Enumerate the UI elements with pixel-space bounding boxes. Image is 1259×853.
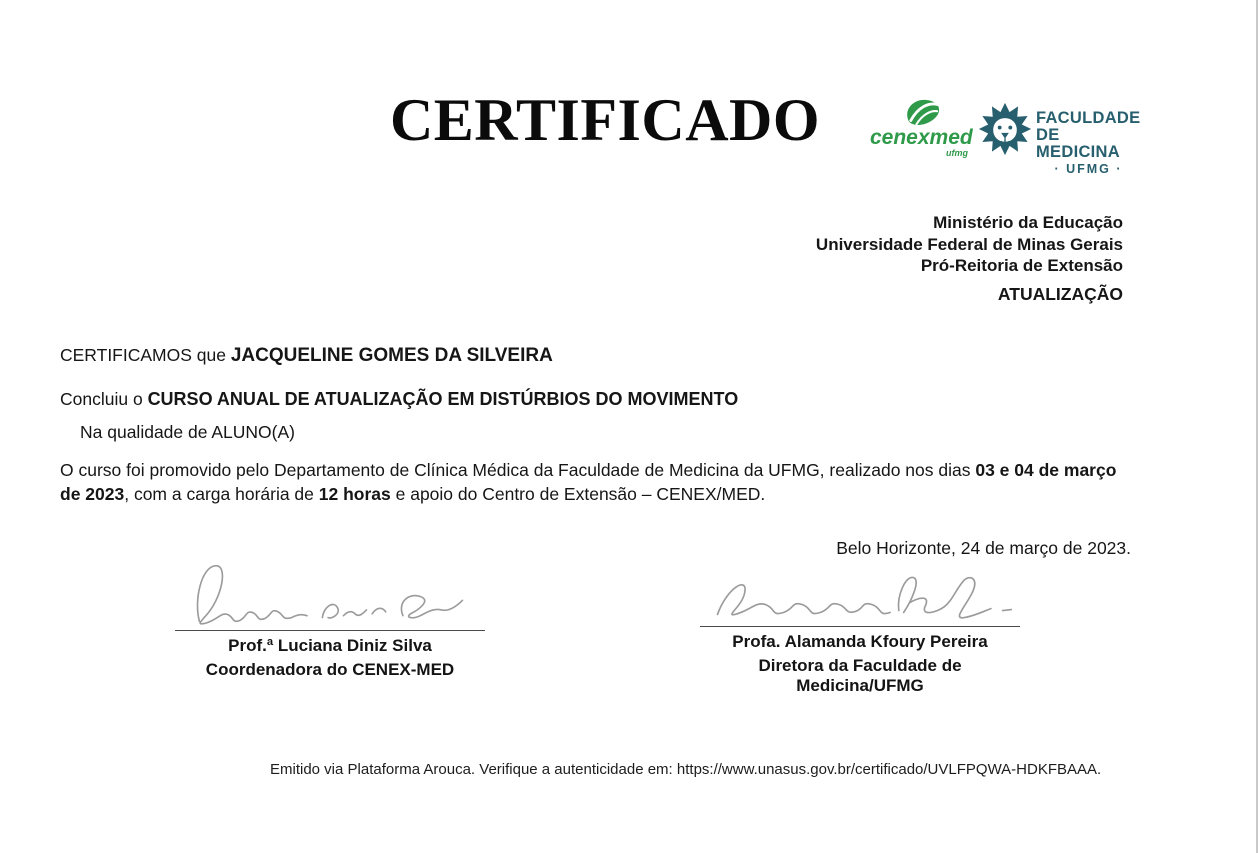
gov-header-category: ATUALIZAÇÃO [997,283,1123,304]
lion-emblem-icon [976,96,1034,162]
medicina-logo-line3: · UFMG · [1054,162,1123,176]
paragraph-part3: e apoio do Centro de Extensão – CENEX/MED. [390,483,766,504]
signature-line [700,626,1020,627]
issue-date-line: Belo Horizonte, 24 de março de 2023. [836,538,1131,558]
medicina-logo-line2: DE MEDICINA [1036,126,1120,161]
signature-line [175,630,485,631]
concluded-line [60,389,738,410]
course-description-paragraph [60,459,1155,506]
certify-prefix: CERTIFICAMOS que [60,345,231,365]
paragraph-part2: , com a carga horária de [124,483,319,504]
course-hours-bold: 12 horas [318,483,391,504]
student-name: JACQUELINE GOMES DA SILVEIRA [230,345,553,366]
medicina-logo-line1: FACULDADE [1036,109,1141,127]
course-dates-bold-1: 03 e 04 de março [975,460,1117,480]
signature-scribble-alamanda [700,566,1020,628]
government-header [816,212,1123,305]
authenticity-footer: Emitido via Plataforma Arouca. Verifique a autenticidade em: https://www.unasus.gov.br/certificado/UVLFPQWA-HDKFBAAA. [270,761,1102,778]
signer-role-coordinator: Coordenadora do CENEX-MED [205,660,455,679]
gov-header-ministry: Ministério da Educação [933,213,1123,232]
completed-prefix: Concluiu o [60,389,148,409]
certify-line [60,345,553,367]
cenexmed-logo [868,96,976,164]
paragraph-part1: O curso foi promovido pelo Departamento de Clínica Médica da Faculdade de Medicina da UFMG, realizado nos dias [60,460,976,480]
signature-scribble-luciana [180,560,480,632]
role-line: Na qualidade de ALUNO(A) [80,422,295,442]
signature-block-director [700,566,1020,696]
page-right-edge-divider [1256,0,1258,853]
faculdade-medicina-logo [976,94,1141,176]
signer-name-director: Profa. Alamanda Kfoury Pereira [732,632,988,651]
course-dates-bold-2: de 2023 [60,483,125,504]
signature-block-coordinator [175,560,485,680]
course-name: CURSO ANUAL DE ATUALIZAÇÃO EM DISTÚRBIOS DO MOVIMENTO [147,389,739,409]
cenexmed-wordmark: cenexmed [870,126,973,149]
gov-header-prorectory: Pró-Reitoria de Extensão [920,256,1123,275]
gov-header-university: Universidade Federal de Minas Gerais [815,234,1123,254]
signer-role-director: Diretora da Faculdade de Medicina/UFMG [758,656,962,695]
signer-name-coordinator: Prof.ª Luciana Diniz Silva [228,636,432,655]
certificate-title: CERTIFICADO [389,87,821,153]
cenexmed-ufmg-sub: ufmg [946,148,968,158]
